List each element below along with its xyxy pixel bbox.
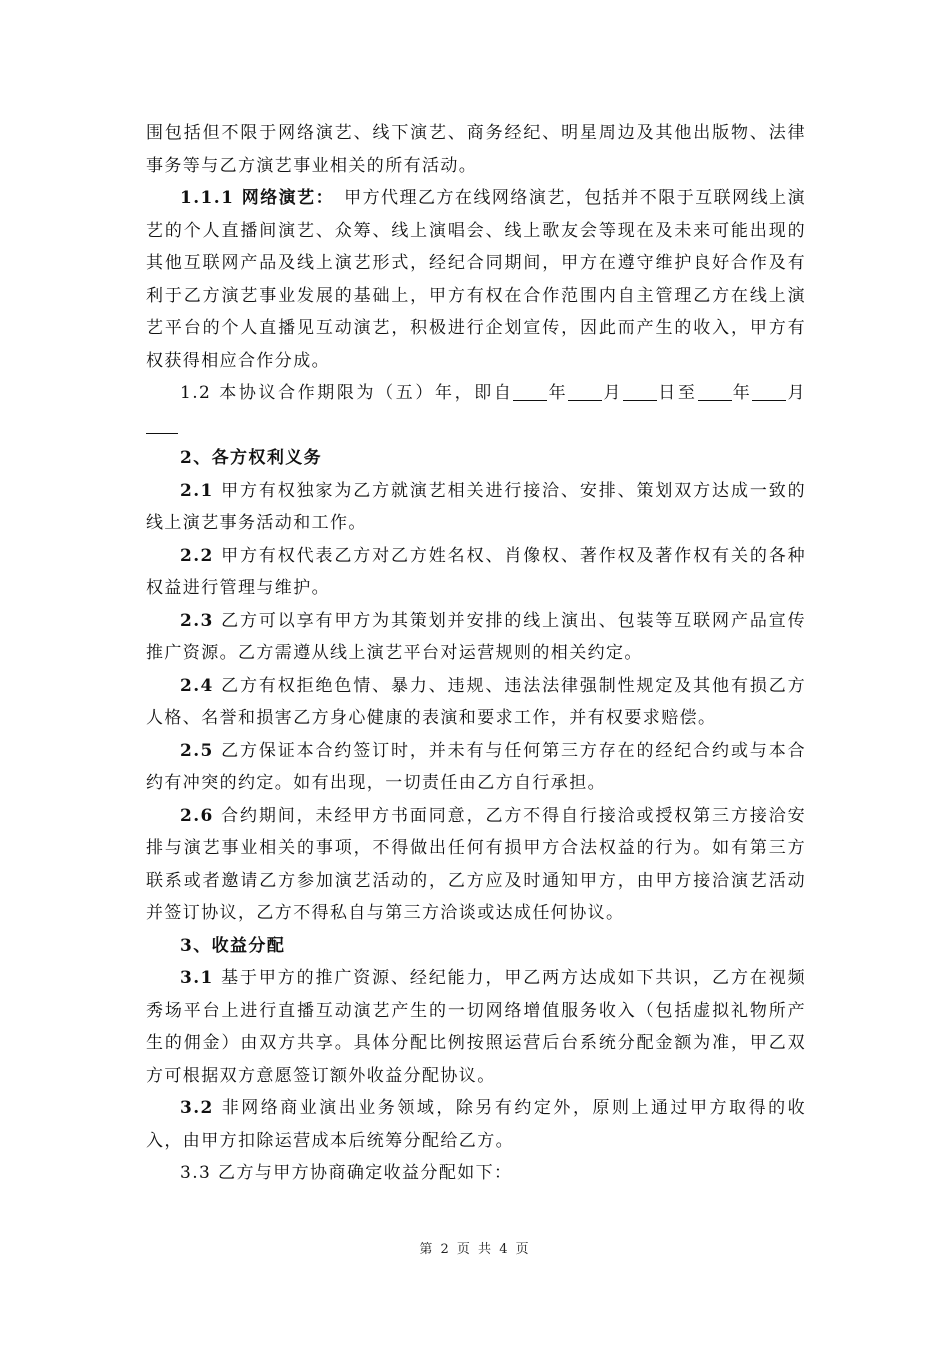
label-year-2: 年 xyxy=(731,383,753,403)
clause-1-2-text: 1.2 本协议合作期限为（五）年，即自 xyxy=(180,383,514,403)
clause-text: 乙方有权拒绝色情、暴力、违规、违法法律强制性规定及其他有损乙方人格、名誉和损害乙方身心健康的表演和要求工作，并有权要求赔偿。 xyxy=(146,675,806,728)
label-year: 年 xyxy=(547,383,569,403)
clause-1-1-1-text: 甲方代理乙方在线网络演艺，包括并不限于互联网线上演艺的个人直播间演艺、众筹、线上演唱会、线上歌友会等现在及未来可能出现的其他互联网产品及线上演艺形式，经纪合同期间，甲方在遵守维护良好合作及有利于乙方演艺事业发展的基础上，甲方有权在合作范围内自主管理乙方在线上演艺平台的个人直播见互动演艺，积极进行企划宣传，因此而产生的收入，甲方有权获得相应合作分成。 xyxy=(146,188,806,371)
clause-text: 乙方可以享有甲方为其策划并安排的线上演出、包装等互联网产品宣传推广资源。乙方需遵从线上演艺平台对运营规则的相关约定。 xyxy=(146,610,806,663)
blank-end-day xyxy=(146,413,178,434)
label-month: 月 xyxy=(602,383,624,403)
clause-text: 乙方保证本合约签订时，并未有与任何第三方存在的经纪合约或与本合约有冲突的约定。如有出现，一切责任由乙方自行承担。 xyxy=(146,740,806,793)
clause-text: 合约期间，未经甲方书面同意，乙方不得自行接洽或授权第三方接洽安排与演艺事业相关的事项，不得做出任何有损甲方合法权益的行为。如有第三方联系或者邀请乙方参加演艺活动的，乙方应及时通知甲方，由甲方接洽演艺活动并签订协议，乙方不得私自与第三方洽谈或达成任何协议。 xyxy=(146,805,806,923)
clause-2-6 xyxy=(146,800,806,930)
clause-text: 甲方有权独家为乙方就演艺相关进行接洽、安排、策划双方达成一致的线上演艺事务活动和工作。 xyxy=(146,480,806,533)
clause-2-2 xyxy=(146,540,806,605)
blank-end-month xyxy=(752,380,786,401)
clause-text: 甲方有权代表乙方对乙方姓名权、肖像权、著作权及著作权有关的各种权益进行管理与维护。 xyxy=(146,545,806,598)
blank-end-year xyxy=(698,380,732,401)
clause-1-1-1 xyxy=(146,182,806,377)
clause-number: 3.2 xyxy=(180,1098,214,1118)
blank-start-day xyxy=(623,380,657,401)
clause-3-2 xyxy=(146,1092,806,1157)
clause-number: 2.4 xyxy=(180,675,214,696)
clause-text: 非网络商业演出业务领域，除另有约定外，原则上通过甲方取得的收入，由甲方扣除运营成本后统筹分配给乙方。 xyxy=(146,1098,806,1151)
heading-rights-obligations: 2、各方权利义务 xyxy=(180,448,323,468)
clause-3-3: 3.3 乙方与甲方协商确定收益分配如下： xyxy=(180,1163,513,1183)
clause-number: 3.1 xyxy=(180,968,214,988)
label-month-2: 月 xyxy=(786,383,806,403)
clause-2-4 xyxy=(146,670,806,735)
clause-text: 基于甲方的推广资源、经纪能力，甲乙两方达成如下共识，乙方在视频秀场平台上进行直播互动演艺产生的一切网络增值服务收入（包括虚拟礼物所产生的佣金）由双方共享。具体分配比例按照运营后台系统分配金额为准，甲乙双方可根据双方意愿签订额外收益分配协议。 xyxy=(146,968,806,1086)
clause-3-1 xyxy=(146,962,806,1092)
clause-number: 2.6 xyxy=(180,805,214,826)
document-body xyxy=(146,117,806,1190)
clause-number: 2.3 xyxy=(180,610,214,631)
clause-2-1 xyxy=(146,475,806,540)
clause-2-5 xyxy=(146,735,806,800)
clause-number: 2.5 xyxy=(180,740,214,761)
page-indicator: 第 2 页 共 4 页 xyxy=(419,1242,531,1257)
paragraph-scope-continued: 围包括但不限于网络演艺、线下演艺、商务经纪、明星周边及其他出版物、法律事务等与乙方演艺事业相关的所有活动。 xyxy=(146,123,806,176)
clause-1-2 xyxy=(146,377,806,442)
page-footer xyxy=(0,1238,950,1257)
clause-number: 2.2 xyxy=(180,545,214,566)
clause-1-1-1-label: 1.1.1 网络演艺： xyxy=(180,188,326,208)
blank-start-month xyxy=(568,380,602,401)
heading-revenue-distribution: 3、收益分配 xyxy=(180,935,286,956)
blank-start-year xyxy=(513,380,547,401)
clause-2-3 xyxy=(146,605,806,670)
label-day-to: 日至 xyxy=(657,383,698,403)
clause-number: 2.1 xyxy=(180,480,214,501)
